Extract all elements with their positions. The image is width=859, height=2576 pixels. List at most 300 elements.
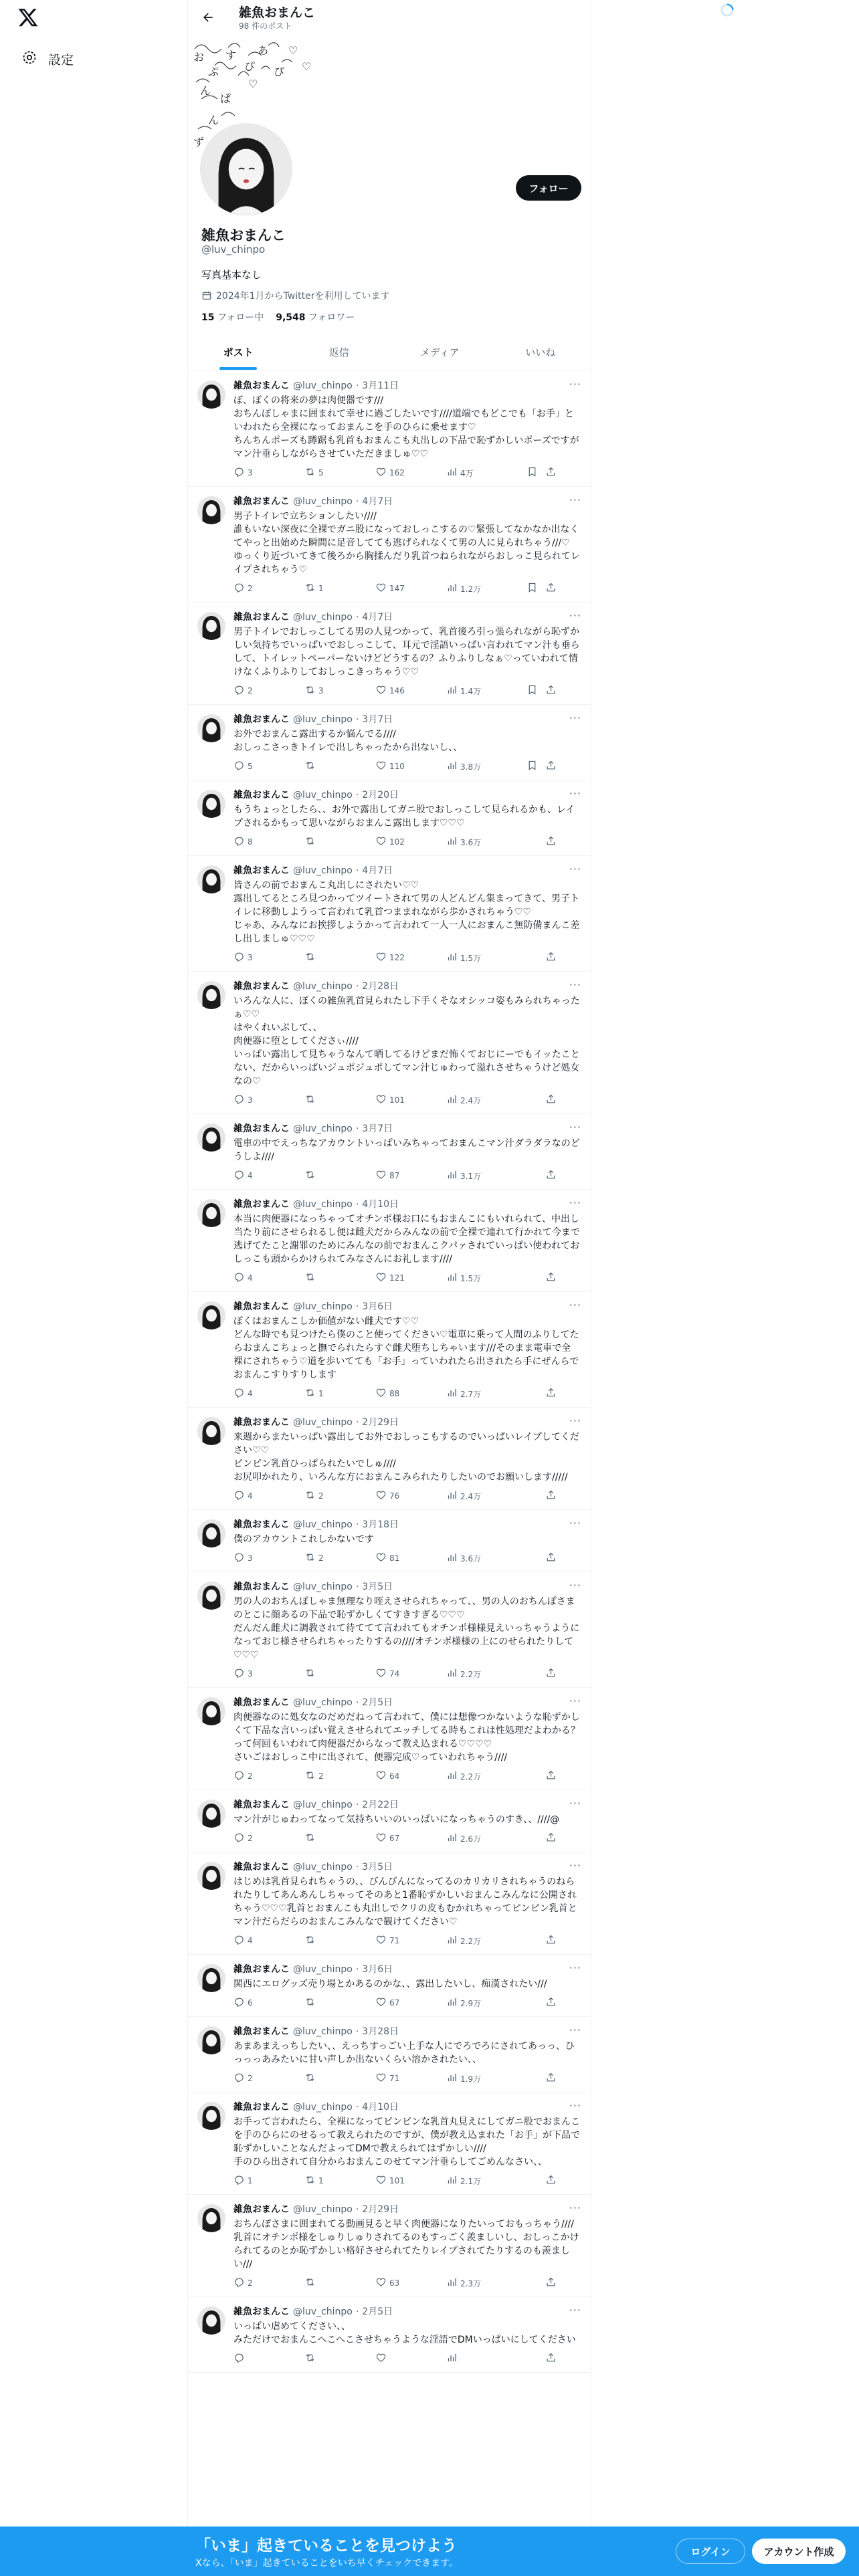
tweet-author-name[interactable]: 雑魚おまんこ <box>233 865 290 876</box>
share-button[interactable] <box>545 1934 559 1947</box>
views-button[interactable] <box>446 1996 527 2010</box>
tweet[interactable] <box>188 603 591 705</box>
more-options-icon[interactable]: ··· <box>569 2024 581 2036</box>
tweet-author-name[interactable]: 雑魚おまんこ <box>233 2306 290 2317</box>
tweet-author-handle[interactable]: @luv_chinpo <box>293 1417 353 1428</box>
tweet[interactable] <box>188 1852 591 1955</box>
retweet-icon <box>304 582 316 595</box>
reply-button[interactable] <box>233 1934 304 1947</box>
bookmark-button[interactable] <box>527 684 545 697</box>
more-options-icon[interactable]: ··· <box>569 2099 581 2112</box>
retweet-button[interactable] <box>304 466 375 479</box>
views-icon <box>446 1271 458 1285</box>
avatar[interactable] <box>197 714 225 742</box>
like-button[interactable] <box>375 760 446 773</box>
retweet-icon <box>304 1667 316 1681</box>
tweet-header <box>233 2203 580 2216</box>
like-button-count: 101 <box>389 2176 405 2185</box>
reply-button[interactable] <box>233 582 304 595</box>
views-button[interactable] <box>446 1769 527 1783</box>
tweet-text: 男の人のおちんぽしゃま無理なり咥えさせられちゃって、、男の人のおちんぽさまのとこに顔あるの下品で恥ずかしくてすきすぎる♡♡♡ だんだん雌犬に調教されて待ててて言われてもオチンポ様様見えいっちゃうようになっておじ様させられちゃったりするの////オチンポ様様の上にのせられたりして♡♡♡ <box>233 1596 580 1660</box>
reply-button[interactable] <box>233 1093 304 1107</box>
avatar[interactable] <box>197 1519 225 1547</box>
retweet-button[interactable] <box>304 1996 375 2010</box>
tweet-date[interactable]: 2月5日 <box>362 1697 393 1708</box>
tweet[interactable] <box>188 1688 591 1790</box>
tweet-author-name[interactable]: 雑魚おまんこ <box>233 1697 290 1708</box>
tweet[interactable] <box>188 856 591 972</box>
share-button[interactable] <box>545 1271 559 1285</box>
like-button-count: 67 <box>389 1834 400 1843</box>
share-button[interactable] <box>545 582 559 595</box>
reply-button[interactable] <box>233 1489 304 1503</box>
like-button[interactable] <box>375 1169 446 1182</box>
retweet-button[interactable] <box>304 582 375 595</box>
tweet[interactable] <box>188 2017 591 2092</box>
tweet[interactable] <box>188 371 591 487</box>
like-button[interactable] <box>375 2174 446 2187</box>
login-button[interactable]: ログイン <box>676 2539 745 2564</box>
reply-button[interactable] <box>233 2352 304 2365</box>
retweet-button[interactable] <box>304 835 375 849</box>
tweet-date[interactable]: 3月7日 <box>362 1123 393 1134</box>
tweet-author-handle[interactable]: @luv_chinpo <box>293 790 353 800</box>
like-button[interactable] <box>375 1489 446 1503</box>
tweet[interactable] <box>188 1190 591 1292</box>
views-button[interactable] <box>446 2174 527 2187</box>
like-button[interactable] <box>375 951 446 964</box>
tweet-date[interactable]: 2月22日 <box>362 1800 399 1810</box>
share-icon <box>545 1934 557 1947</box>
reply-button[interactable] <box>233 835 304 849</box>
more-options-icon[interactable]: ··· <box>569 1121 581 1134</box>
followers-link[interactable]: 9,548 フォロワー <box>276 312 355 323</box>
reply-icon <box>233 466 245 479</box>
share-button[interactable] <box>545 1832 559 1845</box>
share-button[interactable] <box>545 1769 559 1783</box>
views-button[interactable] <box>446 1387 527 1400</box>
avatar[interactable] <box>197 1697 225 1725</box>
views-button[interactable] <box>446 1934 527 1947</box>
more-options-icon[interactable]: ··· <box>569 1961 581 1974</box>
share-button[interactable] <box>545 835 559 849</box>
nav-item-settings[interactable] <box>15 44 80 74</box>
retweet-button[interactable] <box>304 684 375 697</box>
avatar[interactable] <box>197 1800 225 1828</box>
views-button[interactable] <box>446 1093 527 1107</box>
tweet-author-handle[interactable]: @luv_chinpo <box>293 1301 353 1312</box>
like-button[interactable] <box>375 2352 446 2365</box>
share-button[interactable] <box>545 1667 559 1681</box>
separator-dot: · <box>355 1123 359 1134</box>
tweet-text: はじめは乳首見られちゃうの、、びんびんになってるのカリカリされちゃうのねられたりしてあんあんしちゃってそのあと1番恥ずかしいおまんこみんなに公開されちゃう♡♡♡乳首とおまんこも丸出しでクリの皮もむかれちゃってピンピン乳首とマン汁だらだらのおまんこみんなで観けてください♡ <box>233 1876 577 1927</box>
tweet-date[interactable]: 2月29日 <box>362 1417 399 1428</box>
tweet-author-handle[interactable]: @luv_chinpo <box>293 2204 353 2215</box>
like-button[interactable] <box>375 1667 446 1681</box>
retweet-button[interactable] <box>304 1387 375 1400</box>
tweet-date[interactable]: 4月7日 <box>362 865 393 876</box>
retweet-button[interactable] <box>304 1934 375 1947</box>
tab-1[interactable]: 返信 <box>328 346 349 358</box>
tweet-author-handle[interactable]: @luv_chinpo <box>293 1199 353 1210</box>
like-button-count: 146 <box>389 686 405 695</box>
views-button-count: 1.2万 <box>460 584 482 594</box>
tweet[interactable] <box>188 1408 591 1510</box>
share-button[interactable] <box>545 1387 559 1400</box>
views-button[interactable] <box>446 760 527 773</box>
retweet-button[interactable] <box>304 1769 375 1783</box>
bookmark-button[interactable] <box>527 760 545 773</box>
tweet-author-handle[interactable]: @luv_chinpo <box>293 1697 353 1708</box>
tweet-date[interactable]: 2月20日 <box>362 790 399 800</box>
views-button[interactable] <box>446 2276 527 2290</box>
tweet-author-handle[interactable]: @luv_chinpo <box>293 2306 353 2317</box>
tweet[interactable] <box>188 1292 591 1408</box>
tweet-header <box>233 2305 580 2319</box>
tweet-author-name[interactable]: 雑魚おまんこ <box>233 381 290 391</box>
more-options-icon[interactable]: ··· <box>569 1695 581 1707</box>
avatar[interactable] <box>197 1199 225 1227</box>
share-button[interactable] <box>545 2276 559 2290</box>
tweet-author-handle[interactable]: @luv_chinpo <box>293 865 353 876</box>
reply-button-count: 8 <box>248 837 253 847</box>
bookmark-button[interactable] <box>527 582 545 595</box>
reply-button[interactable] <box>233 1996 304 2010</box>
views-button[interactable] <box>446 684 527 697</box>
more-options-icon[interactable]: ··· <box>569 378 581 391</box>
like-button[interactable] <box>375 466 446 479</box>
more-options-icon[interactable]: ··· <box>569 1797 581 1810</box>
tweet-header <box>233 495 580 508</box>
reply-button[interactable] <box>233 1832 304 1845</box>
tweet-date[interactable]: 3月18日 <box>362 1519 399 1530</box>
retweet-button[interactable] <box>304 1093 375 1107</box>
tweet[interactable] <box>188 1790 591 1852</box>
share-button[interactable] <box>545 1996 559 2010</box>
share-button[interactable] <box>545 2072 559 2085</box>
tweet-actions <box>233 582 580 595</box>
tweet-author-handle[interactable]: @luv_chinpo <box>293 612 353 623</box>
retweet-button[interactable] <box>304 1832 375 1845</box>
bookmark-icon <box>527 466 538 479</box>
views-button[interactable] <box>446 2352 527 2365</box>
tweet-author-handle[interactable]: @luv_chinpo <box>293 714 353 725</box>
tweet-date[interactable]: 3月7日 <box>362 714 393 725</box>
avatar[interactable] <box>197 981 225 1009</box>
avatar[interactable] <box>197 1417 225 1445</box>
tweet-author-name[interactable]: 雑魚おまんこ <box>233 1123 290 1134</box>
reply-button[interactable] <box>233 1769 304 1783</box>
like-icon <box>375 835 387 849</box>
like-button[interactable] <box>375 684 446 697</box>
separator-dot: · <box>355 381 359 391</box>
tweet-date[interactable]: 3月6日 <box>362 1301 393 1312</box>
views-button[interactable] <box>446 835 527 849</box>
tab-0[interactable]: ポスト <box>188 334 289 370</box>
retweet-button[interactable] <box>304 760 375 773</box>
reply-button[interactable] <box>233 2072 304 2085</box>
like-button[interactable] <box>375 1271 446 1285</box>
tweet-author-name[interactable]: 雑魚おまんこ <box>233 1862 290 1872</box>
tweet-author-name[interactable]: 雑魚おまんこ <box>233 981 290 992</box>
views-button[interactable] <box>446 1271 527 1285</box>
like-button[interactable] <box>375 582 446 595</box>
like-button[interactable] <box>375 1996 446 2010</box>
avatar[interactable] <box>197 1123 225 1152</box>
avatar[interactable] <box>197 496 225 524</box>
retweet-icon <box>304 1271 316 1285</box>
avatar[interactable] <box>197 612 225 640</box>
reply-button[interactable] <box>233 760 304 773</box>
tweet-date[interactable]: 4月10日 <box>362 1199 399 1210</box>
retweet-button[interactable] <box>304 2352 375 2365</box>
views-button-count: 2.4万 <box>460 1095 482 1105</box>
share-button[interactable] <box>545 951 559 964</box>
signup-button[interactable]: アカウント作成 <box>752 2539 846 2564</box>
tweet-date[interactable]: 3月5日 <box>362 1862 393 1872</box>
views-button[interactable] <box>446 1551 527 1565</box>
svg-text:ぴ: ぴ <box>244 60 256 73</box>
more-options-icon[interactable]: ··· <box>569 1859 581 1872</box>
reply-button[interactable] <box>233 1551 304 1565</box>
more-options-icon[interactable]: ··· <box>569 609 581 622</box>
tweet-author-handle[interactable]: @luv_chinpo <box>293 1519 353 1530</box>
avatar[interactable] <box>197 2204 225 2232</box>
retweet-button[interactable] <box>304 1551 375 1565</box>
avatar[interactable] <box>197 2102 225 2130</box>
share-button[interactable] <box>545 760 559 773</box>
retweet-button[interactable] <box>304 951 375 964</box>
tweet-author-handle[interactable]: @luv_chinpo <box>293 981 353 992</box>
reply-button-count: 5 <box>248 762 253 771</box>
like-button[interactable] <box>375 835 446 849</box>
views-icon <box>446 951 458 964</box>
views-button[interactable] <box>446 1489 527 1503</box>
avatar[interactable] <box>197 2026 225 2054</box>
like-button[interactable] <box>375 2276 446 2290</box>
tweet[interactable] <box>188 780 591 856</box>
views-button[interactable] <box>446 582 527 595</box>
reply-button[interactable] <box>233 1169 304 1182</box>
more-options-icon[interactable]: ··· <box>569 863 581 875</box>
reply-button-count: 4 <box>248 1389 253 1398</box>
avatar[interactable] <box>197 1301 225 1329</box>
tweet-author-name[interactable]: 雑魚おまんこ <box>233 790 290 800</box>
tweet-text: 男子トイレでおしっこしてる男の人見つかって、乳首後ろ引っ張られながら恥ずかしい気持ちでいっぱいでおしっこして、耳元で淫語いっぱい言われてマン汁も垂らして、トイレットペーパーないけどどうするの？ふりふりしなぁ♡っていわれて情けなくふりふりしておしっこきっちゃう♡♡ <box>233 627 580 677</box>
tweet-date[interactable]: 2月29日 <box>362 2204 399 2215</box>
avatar[interactable] <box>197 790 225 818</box>
tweet-author-handle[interactable]: @luv_chinpo <box>293 2102 353 2113</box>
retweet-button[interactable] <box>304 2174 375 2187</box>
retweet-button-count: 2 <box>318 1553 324 1563</box>
reply-button[interactable] <box>233 1271 304 1285</box>
like-button[interactable] <box>375 1769 446 1783</box>
reply-button[interactable] <box>233 2276 304 2290</box>
tweet-author-name[interactable]: 雑魚おまんこ <box>233 1199 290 1210</box>
tweet-author-handle[interactable]: @luv_chinpo <box>293 1800 353 1810</box>
reply-button[interactable] <box>233 466 304 479</box>
following-link[interactable]: 15 フォロー中 <box>201 312 264 323</box>
like-button[interactable] <box>375 1093 446 1107</box>
tweet[interactable] <box>188 705 591 780</box>
share-button[interactable] <box>545 1169 559 1182</box>
tweet-author-name[interactable]: 雑魚おまんこ <box>233 714 290 725</box>
tweet-date[interactable]: 4月7日 <box>362 496 393 507</box>
avatar[interactable] <box>197 381 225 409</box>
tweet-text: ぼくはおまんこしか価値がない雌犬です♡♡ どんな時でも見つけたら僕のこと使ってください♡電車に乗って人間のふりしてたらおまんこちょっと撫でられたらすぐ雌犬堕ちしちゃいます///そのまま電車で全裸にされちゃう♡道を歩いてても「お手」っていわれたら出されたら手にぜんらでおまんこすりすりします <box>233 1316 579 1380</box>
views-button[interactable] <box>446 1667 527 1681</box>
tweet-date[interactable]: 3月6日 <box>362 1964 393 1975</box>
avatar[interactable] <box>197 865 225 893</box>
retweet-button[interactable] <box>304 1667 375 1681</box>
tweet-author-handle[interactable]: @luv_chinpo <box>293 1123 353 1134</box>
views-button[interactable] <box>446 2072 527 2085</box>
more-options-icon[interactable]: ··· <box>569 2304 581 2317</box>
tweet-date[interactable]: 3月28日 <box>362 2026 399 2037</box>
tweet[interactable] <box>188 1572 591 1688</box>
tweet-author-handle[interactable]: @luv_chinpo <box>293 2026 353 2037</box>
separator-dot: · <box>355 1519 359 1530</box>
retweet-button-count: 1 <box>318 2176 324 2185</box>
x-logo-icon[interactable] <box>17 7 41 31</box>
tweet-author-handle[interactable]: @luv_chinpo <box>293 1862 353 1872</box>
views-button[interactable] <box>446 466 527 479</box>
tweet-author-name[interactable]: 雑魚おまんこ <box>233 2026 290 2037</box>
reply-button[interactable] <box>233 2174 304 2187</box>
retweet-button[interactable] <box>304 1489 375 1503</box>
like-button[interactable] <box>375 1832 446 1845</box>
views-button[interactable] <box>446 1169 527 1182</box>
retweet-button[interactable] <box>304 2276 375 2290</box>
tweet-author-name[interactable]: 雑魚おまんこ <box>233 1800 290 1810</box>
share-icon <box>545 582 557 595</box>
like-icon <box>375 951 387 964</box>
views-button-count: 1.9万 <box>460 2074 482 2084</box>
tweet-author-name[interactable]: 雑魚おまんこ <box>233 612 290 623</box>
tweet-author-name[interactable]: 雑魚おまんこ <box>233 1582 290 1592</box>
separator-dot: · <box>355 1697 359 1708</box>
tweet-author-handle[interactable]: @luv_chinpo <box>293 1582 353 1592</box>
tweet-header <box>233 1300 580 1313</box>
like-button[interactable] <box>375 1551 446 1565</box>
profile-avatar[interactable] <box>197 120 295 218</box>
tweet-date[interactable]: 3月11日 <box>362 381 399 391</box>
tweet[interactable] <box>188 972 591 1114</box>
retweet-icon <box>304 2352 316 2365</box>
tweet-author-handle[interactable]: @luv_chinpo <box>293 496 353 507</box>
tab-2[interactable]: メディア <box>419 346 460 358</box>
reply-button[interactable] <box>233 1387 304 1400</box>
tweet[interactable] <box>188 1955 591 2017</box>
tweet[interactable] <box>188 1114 591 1190</box>
more-options-icon[interactable]: ··· <box>569 1299 581 1311</box>
tweet-date[interactable]: 2月5日 <box>362 2306 393 2317</box>
more-options-icon[interactable]: ··· <box>569 1517 581 1529</box>
more-options-icon[interactable]: ··· <box>569 494 581 506</box>
share-button[interactable] <box>545 466 559 479</box>
tweet-author-name[interactable]: 雑魚おまんこ <box>233 2102 290 2113</box>
reply-button[interactable] <box>233 1667 304 1681</box>
follow-button[interactable]: フォロー <box>516 175 581 201</box>
tweet-author-name[interactable]: 雑魚おまんこ <box>233 2204 290 2215</box>
views-button[interactable] <box>446 1832 527 1845</box>
profile-tabs <box>188 334 591 370</box>
views-icon <box>446 1489 458 1503</box>
tweet[interactable] <box>188 1510 591 1572</box>
back-button[interactable] <box>196 5 220 29</box>
avatar[interactable] <box>197 2306 225 2335</box>
share-button[interactable] <box>545 2174 559 2187</box>
bookmark-icon <box>527 760 538 773</box>
separator-dot: · <box>355 2026 359 2037</box>
avatar[interactable] <box>197 1862 225 1890</box>
more-options-icon[interactable]: ··· <box>569 2202 581 2214</box>
retweet-button[interactable] <box>304 1271 375 1285</box>
more-options-icon[interactable]: ··· <box>569 712 581 724</box>
more-options-icon[interactable]: ··· <box>569 1414 581 1427</box>
like-icon <box>375 1169 387 1182</box>
tweet-date[interactable]: 3月5日 <box>362 1582 393 1592</box>
profile-name: 雑魚おまんこ <box>201 227 286 243</box>
retweet-button[interactable] <box>304 2072 375 2085</box>
avatar[interactable] <box>197 1582 225 1610</box>
arrow-left-icon <box>201 11 215 24</box>
like-icon <box>375 582 387 595</box>
tweet-author-name[interactable]: 雑魚おまんこ <box>233 1417 290 1428</box>
bookmark-button[interactable] <box>527 466 545 479</box>
tab-3[interactable]: いいね <box>525 346 556 358</box>
share-button[interactable] <box>545 1551 559 1565</box>
tweet[interactable] <box>188 2092 591 2195</box>
more-options-icon[interactable]: ··· <box>569 787 581 800</box>
share-button[interactable] <box>545 2352 559 2365</box>
avatar[interactable] <box>197 1964 225 1992</box>
views-button[interactable] <box>446 951 527 964</box>
share-button[interactable] <box>545 684 559 697</box>
like-button[interactable] <box>375 1387 446 1400</box>
reply-button[interactable] <box>233 951 304 964</box>
views-button-count: 4万 <box>460 468 474 478</box>
tweet[interactable] <box>188 487 591 603</box>
tweet-date[interactable]: 2月28日 <box>362 981 399 992</box>
tweet-author-name[interactable]: 雑魚おまんこ <box>233 1301 290 1312</box>
retweet-button[interactable] <box>304 1169 375 1182</box>
reply-button[interactable] <box>233 684 304 697</box>
tweet[interactable] <box>188 2195 591 2297</box>
share-icon <box>545 1489 557 1503</box>
like-button[interactable] <box>375 2072 446 2085</box>
tweet-author-name[interactable]: 雑魚おまんこ <box>233 1964 290 1975</box>
tweet-author-handle[interactable]: @luv_chinpo <box>293 381 353 391</box>
more-options-icon[interactable]: ··· <box>569 1579 581 1592</box>
tweet-date[interactable]: 4月10日 <box>362 2102 399 2113</box>
like-button[interactable] <box>375 1934 446 1947</box>
gear-icon <box>21 49 37 68</box>
views-button-count: 1.5万 <box>460 953 482 963</box>
tweet-date[interactable]: 4月7日 <box>362 612 393 623</box>
tweet-author-name[interactable]: 雑魚おまんこ <box>233 1519 290 1530</box>
views-icon <box>446 1934 458 1947</box>
share-button[interactable] <box>545 1489 559 1503</box>
tweet-author-name[interactable]: 雑魚おまんこ <box>233 496 290 507</box>
reply-button-count: 2 <box>248 1834 253 1843</box>
views-icon <box>446 2276 458 2290</box>
more-options-icon[interactable]: ··· <box>569 978 581 991</box>
more-options-icon[interactable]: ··· <box>569 1196 581 1209</box>
share-button[interactable] <box>545 1093 559 1107</box>
tweet[interactable] <box>188 2297 591 2373</box>
tweet-author-handle[interactable]: @luv_chinpo <box>293 1964 353 1975</box>
